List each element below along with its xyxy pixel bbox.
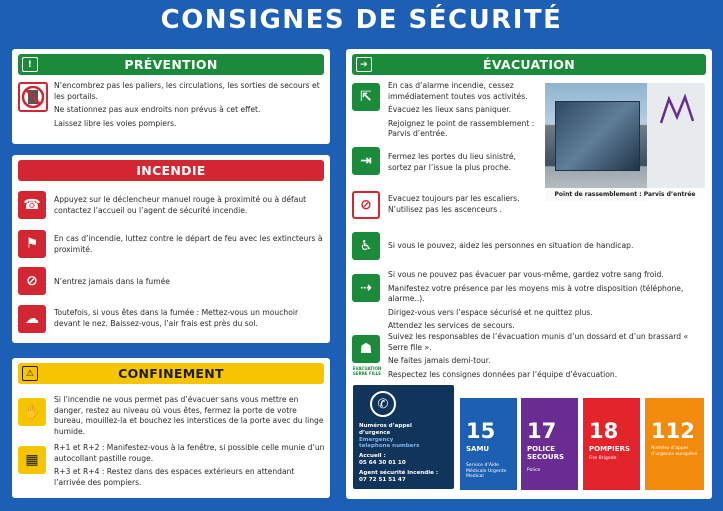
- evacuation-line: Attendez les services de secours.: [388, 321, 515, 330]
- evacuation-line: Suivez les responsables de l’évacuation munis d’un dossard et d’un brassard « Serre file ».: [388, 332, 689, 352]
- no-smoke-icon: ⊘: [18, 267, 46, 295]
- page-title: CONSIGNES DE SÉCURITÉ: [160, 5, 563, 35]
- evacuation-line: Evacuez toujours par les escaliers. N’utilisez pas les ascenceurs .: [388, 194, 520, 214]
- window-icon: ▦: [18, 446, 46, 474]
- number-label: POLICE SECOURS: [527, 445, 565, 461]
- incendie-item: Appuyez sur le déclencheur manuel rouge à proximité ou à défaut contactez l’accueil ou l’agent de sécurité incendie.: [54, 195, 307, 215]
- confinement-item: R+1 et R+2 : Manifestez-vous à la fenêtre, si possible celle munie d’un autocollant pastille rouge.: [54, 443, 325, 463]
- confinement-item: Si l’incendie ne vous permet pas d’évacuer sans vous mettre en danger, restez au niveau où vous êtes, fermez la porte de votre bureau, mouillez-la et bouchez les interstices de la porte avec du linge humide.: [54, 395, 324, 436]
- contacts-heading-en: telephone numbers: [359, 443, 420, 450]
- contacts-heading: d’urgence: [359, 429, 391, 436]
- refuge-area-icon: ⇢: [352, 274, 380, 302]
- no-parking-icon: [18, 82, 48, 112]
- number-value: 18: [589, 419, 619, 443]
- prevention-line: Ne stationnez pas aux endroits non prévus à cet effet.: [54, 105, 261, 114]
- prevention-header: [18, 54, 324, 75]
- number-value: 112: [651, 419, 695, 443]
- assembly-point-icon: ⇱: [352, 83, 380, 111]
- evacuation-line: Rejoignez le point de rassemblement : Parvis d’entrée.: [388, 118, 535, 138]
- evacuation-line: En cas d’alarme incendie, cessez immédiatement toutes vos activités.: [388, 81, 528, 101]
- evacuation-line: Fermez les portes du lieu sinistré, sortez par l’issue la plus proche.: [388, 152, 516, 172]
- incendie-item: Toutefois, si vous êtes dans la fumée : Mettez-vous un mouchoir devant le nez. Baissez-vous, l’air frais est près du sol.: [54, 308, 299, 328]
- confinement-panel: [12, 358, 330, 498]
- emergency-number-17: [521, 398, 578, 490]
- contacts-heading: Numéros d’appel: [359, 423, 412, 429]
- alert-icon: !: [22, 57, 38, 72]
- number-value: 17: [527, 419, 557, 443]
- incendie-header: [18, 160, 324, 181]
- accueil-label: Accueil :: [359, 453, 386, 459]
- evacuation-header: [352, 54, 706, 75]
- phone-icon: ✆: [370, 391, 396, 417]
- confinement-title: CONFINEMENT: [118, 366, 224, 381]
- emergency-number-15: [460, 398, 517, 490]
- number-subtitle: Service d’Aide Médicale Urgente Medical: [466, 463, 507, 479]
- prevention-line: N’encombrez pas les paliers, les circulations, les sorties de secours et les portails.: [54, 81, 320, 101]
- number-label: SAMU: [466, 445, 490, 453]
- emergency-number-18: [583, 398, 640, 490]
- evacuation-line: Respectez les consignes données par l’équipe d’évacuation.: [388, 369, 618, 379]
- evacuation-line: Ne faites jamais demi-tour.: [388, 356, 491, 365]
- photo-caption: Point de rassemblement : Parvis d’entrée: [545, 188, 705, 201]
- incendie-item: En cas d’incendie, luttez contre le départ de feu avec les extincteurs à proximité.: [54, 234, 323, 254]
- handicap-icon: ♿: [352, 232, 380, 260]
- emergency-number-112: [645, 398, 704, 490]
- serre-file-icon: ☗: [352, 335, 380, 363]
- exit-door-icon: ⇥: [352, 147, 380, 175]
- incendie-item: N’entrez jamais dans la fumée: [54, 277, 170, 286]
- agent-label: Agent sécurité incendie :: [359, 470, 439, 476]
- exit-arrow-icon: ➔: [356, 57, 372, 72]
- number-subtitle: Fire Brigade: [589, 456, 617, 461]
- agent-number: 07 72 51 51 47: [359, 477, 406, 483]
- serre-file-label: EVACUATION SERRE FILLE: [352, 366, 382, 376]
- building-wall: [647, 83, 705, 201]
- evacuation-line: Si vous ne pouvez pas évacuer par vous-même, gardez votre sang froid.: [388, 270, 664, 279]
- evacuation-line: Si vous le pouvez, aidez les personnes en situation de handicap.: [388, 241, 634, 250]
- number-label: POMPIERS: [589, 445, 630, 453]
- confinement-header: [18, 363, 324, 384]
- building-entrance: [555, 101, 640, 171]
- evacuation-title: ÉVACUATION: [483, 57, 575, 72]
- accueil-number: 05 64 30 01 10: [359, 460, 406, 466]
- incendie-title: INCENDIE: [136, 163, 206, 178]
- smoke-icon: ☁: [18, 305, 46, 333]
- number-subtitle: Police: [527, 468, 541, 473]
- contacts-heading-en: Emergency: [359, 436, 394, 443]
- evacuation-line: Évacuez les lieux sans paniquer.: [388, 105, 512, 114]
- incendie-panel: [12, 155, 330, 343]
- fire-alarm-icon: ☎: [18, 191, 46, 219]
- warning-icon: ⚠: [22, 366, 38, 381]
- prevention-panel: [12, 49, 330, 144]
- extinguisher-icon: ⚑: [18, 230, 46, 258]
- prevention-line: Laissez libre les voies pompiers.: [54, 118, 177, 128]
- evacuation-line: Manifestez votre présence par les moyens mis à votre disposition (téléphone, alarme..).: [388, 283, 684, 303]
- assembly-point-photo: [545, 83, 705, 201]
- prevention-title: PRÉVENTION: [124, 57, 218, 72]
- no-elevator-icon: ⊘: [352, 191, 380, 219]
- number-value: 15: [466, 419, 496, 443]
- evacuation-line: Dirigez-vous vers l’espace sécurisé et ne quittez plus.: [388, 307, 593, 317]
- emergency-contacts: [353, 385, 454, 489]
- confinement-person-icon: ✋: [18, 398, 46, 426]
- number-subtitle: Numéro d’appel d’urgence européen: [651, 446, 698, 457]
- confinement-item: R+3 et R+4 : Restez dans des espaces extérieurs en attendant l’arrivée des pompiers.: [54, 467, 295, 487]
